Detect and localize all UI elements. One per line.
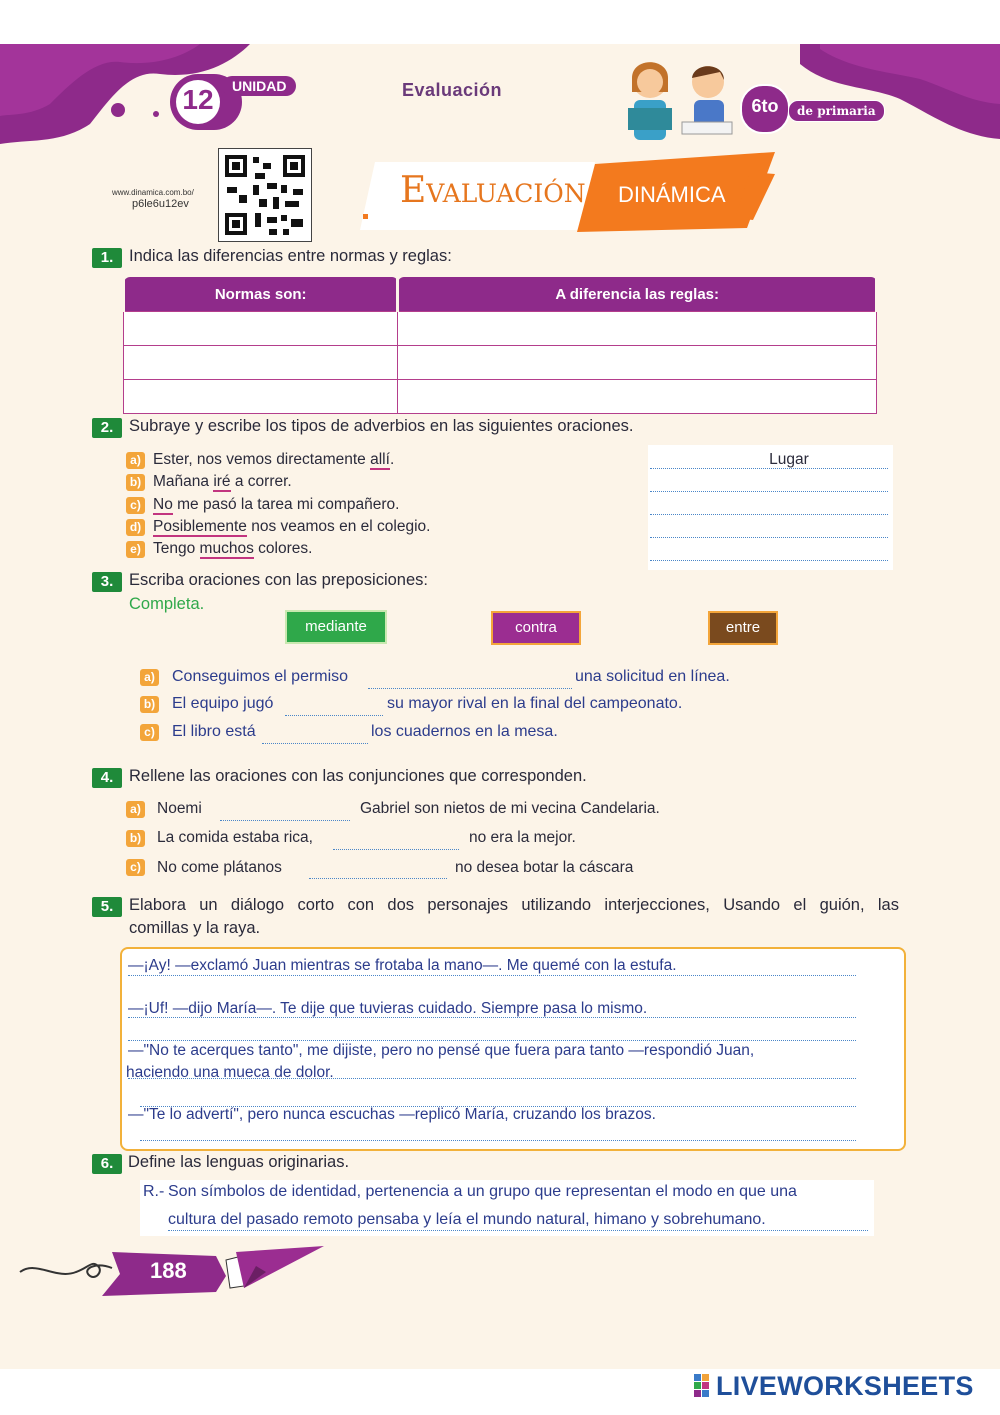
chip-mediante[interactable]: mediante: [285, 610, 387, 644]
q4-letter-c: c): [126, 859, 145, 876]
q2-answer-a[interactable]: Lugar: [650, 451, 888, 469]
table-row: [124, 380, 877, 414]
q3-number: 3.: [92, 572, 122, 592]
q6-number: 6.: [92, 1154, 122, 1174]
q4-text: Rellene las oraciones con las conjunciones que corresponden.: [129, 767, 587, 785]
q3-after-c: los cuadernos en la mesa.: [371, 723, 558, 740]
q3-before-a: Conseguimos el permiso: [172, 668, 349, 685]
col-reglas: A diferencia las reglas:: [398, 277, 877, 312]
dialog-line-5: —"Te lo advertí", pero nunca escuchas —replicó María, cruzando los brazos.: [128, 1106, 656, 1123]
q2-number: 2.: [92, 418, 122, 438]
q3-blank-a[interactable]: [368, 672, 572, 689]
q3-after-b: su mayor rival en la final del campeonato.: [387, 695, 683, 712]
page-number: 188: [150, 1258, 187, 1283]
q2-sentence-c: No me pasó la tarea mi compañero.: [153, 496, 400, 513]
header-title: Evaluación: [402, 80, 503, 100]
q2-sentence-a: Ester, nos vemos directamente allí.: [153, 451, 395, 468]
q1-text: Indica las diferencias entre normas y reglas:: [129, 247, 452, 265]
dialog-line-4: haciendo una mueca de dolor.: [126, 1064, 334, 1081]
q2-letter-c: c): [126, 497, 145, 514]
q6-text: Define las lenguas originarias.: [128, 1153, 350, 1171]
q4-letter-b: b): [126, 830, 145, 847]
q4-blank-a[interactable]: [220, 804, 350, 821]
q2-letter-e: e): [126, 541, 145, 558]
norms-rules-table: [122, 277, 878, 414]
q4-blank-b[interactable]: [333, 833, 459, 850]
q2-letter-b: b): [126, 474, 145, 491]
q6-answer-line1: Son símbolos de identidad, pertenencia a un grupo que representan el modo en que una: [168, 1183, 797, 1200]
table-cell[interactable]: [124, 380, 398, 414]
q3-text: Escriba oraciones con las preposiciones:: [129, 571, 428, 589]
dialog-line-3: —"No te acerques tanto", me dijiste, pero no pensé que fuera para tanto —respondió Juan,: [128, 1042, 755, 1059]
liveworksheets-brand[interactable]: LIVEWORKSHEETS: [716, 1371, 974, 1401]
q2-answer-c[interactable]: [650, 497, 888, 515]
col-normas: Normas son:: [124, 277, 398, 312]
q5-text-line1: Elabora un diálogo corto con dos personajes utilizando interjecciones, Usando el guión, las: [129, 896, 899, 914]
table-cell[interactable]: [398, 346, 877, 380]
dialog-answer-line[interactable]: [128, 1022, 856, 1041]
q3-before-b: El equipo jugó: [172, 695, 274, 712]
kids-illustration: [620, 52, 740, 147]
q3-blank-c[interactable]: [262, 727, 368, 744]
q1-number: 1.: [92, 248, 122, 268]
q4-letter-a: a): [126, 801, 145, 818]
liveworksheets-logo-icon: [694, 1374, 710, 1398]
q5-text-line2: comillas y la raya.: [129, 919, 261, 937]
q3-subtitle: Completa.: [129, 595, 205, 613]
q4-after-c: no desea botar la cáscara: [455, 859, 634, 876]
q6-answer-prefix: R.-: [143, 1183, 165, 1200]
q4-blank-c[interactable]: [309, 862, 447, 879]
q2-sentence-b: Mañana iré a correr.: [153, 473, 292, 490]
dialog-answer-line[interactable]: [140, 1122, 856, 1141]
qr-code[interactable]: [218, 148, 312, 242]
table-cell[interactable]: [124, 346, 398, 380]
q4-before-a: Noemi: [157, 800, 202, 817]
q2-sentence-e: Tengo muchos colores.: [153, 540, 313, 557]
table-row: [124, 312, 877, 346]
grade-number: 6to: [751, 96, 779, 116]
q4-before-c: No come plátanos: [157, 859, 282, 876]
q4-number: 4.: [92, 768, 122, 788]
q2-answer-b[interactable]: [650, 474, 888, 492]
banner-main: Evaluación: [400, 170, 586, 211]
unit-number: 12: [182, 84, 214, 115]
q2-text: Subraye y escribe los tipos de adverbios en las siguientes oraciones.: [129, 417, 634, 435]
grade-subtitle: de primaria: [788, 100, 885, 122]
q2-answer-d[interactable]: [650, 520, 888, 538]
table-row: [124, 346, 877, 380]
q5-number: 5.: [92, 897, 122, 917]
q2-answer-e[interactable]: [650, 543, 888, 561]
dialog-answer-line[interactable]: [140, 1088, 856, 1107]
table-cell[interactable]: [398, 312, 877, 346]
q6-answer-line2: cultura del pasado remoto pensaba y leía el mundo natural, himano y sobrehumano.: [168, 1211, 766, 1228]
q3-after-a: una solicitud en línea.: [575, 668, 730, 685]
table-cell[interactable]: [124, 312, 398, 346]
q3-letter-a: a): [140, 669, 159, 686]
q3-letter-b: b): [140, 696, 159, 713]
unit-label: UNIDAD: [222, 76, 296, 96]
grade-badge: [740, 84, 790, 134]
q4-after-a: Gabriel son nietos de mi vecina Candelaria.: [360, 800, 660, 817]
q3-before-c: El libro está: [172, 723, 256, 740]
q3-blank-b[interactable]: [285, 699, 383, 716]
q3-letter-c: c): [140, 724, 159, 741]
q2-letter-d: d): [126, 519, 145, 536]
chip-contra[interactable]: contra: [491, 611, 581, 645]
q4-before-b: La comida estaba rica,: [157, 829, 313, 846]
dialog-line-2: —¡Uf! —dijo María—. Te dije que tuvieras cuidado. Siempre pasa lo mismo.: [128, 1000, 648, 1017]
chip-entre[interactable]: entre: [708, 611, 778, 645]
qr-url[interactable]: www.dinamica.com.bo/: [112, 188, 194, 197]
dialog-line-1: —¡Ay! —exclamó Juan mientras se frotaba la mano—. Me quemé con la estufa.: [128, 957, 677, 974]
table-cell[interactable]: [398, 380, 877, 414]
banner-sub: DINÁMICA: [618, 182, 726, 207]
q2-letter-a: a): [126, 452, 145, 469]
q4-after-b: no era la mejor.: [469, 829, 576, 846]
q2-sentence-d: Posiblemente nos veamos en el colegio.: [153, 518, 431, 535]
qr-code-text: p6le6u12ev: [132, 198, 189, 210]
